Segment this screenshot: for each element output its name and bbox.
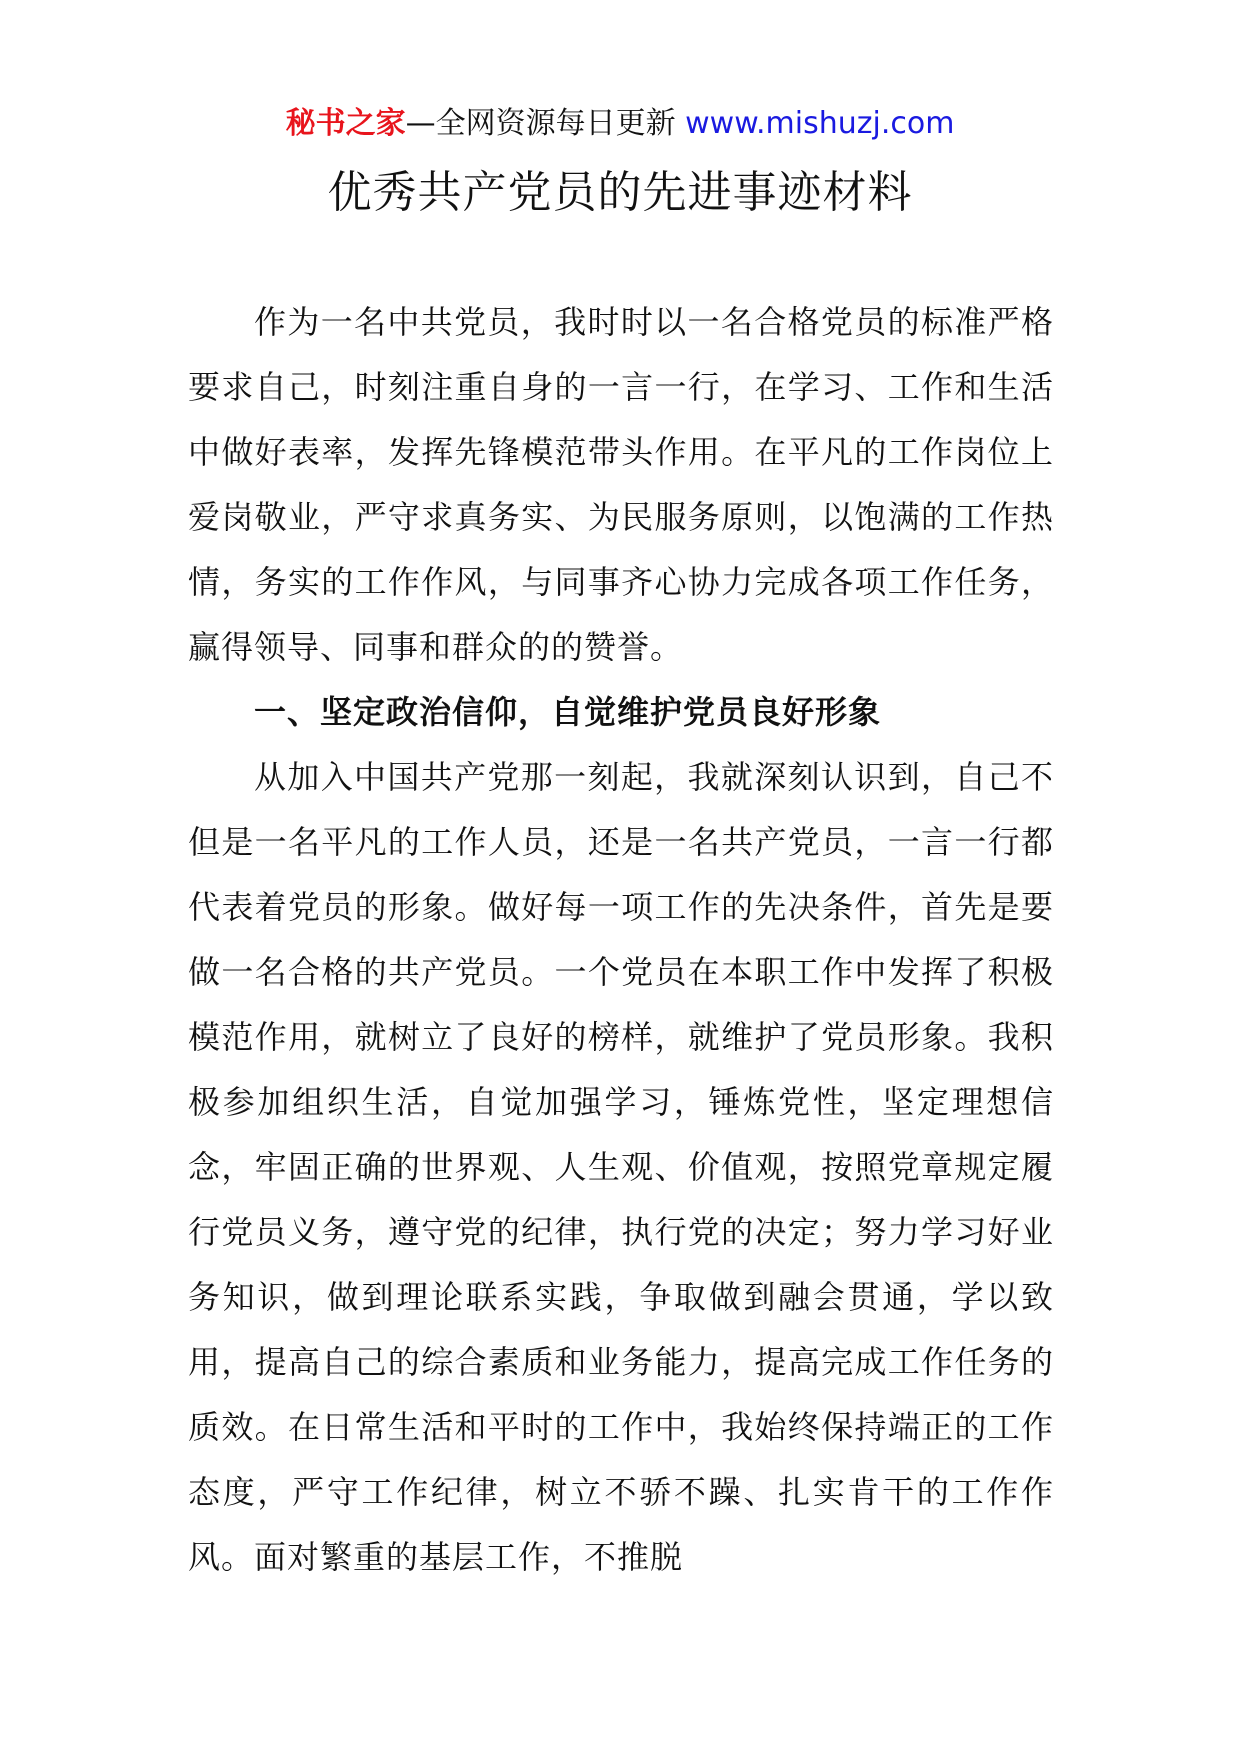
site-banner xyxy=(0,104,1240,144)
section-heading-1: 一、坚定政治信仰，自觉维护党员良好形象 xyxy=(254,693,882,731)
document-body xyxy=(188,290,1054,1590)
paragraph-section-1: 从加入中国共产党那一刻起，我就深刻认识到，自己不但是一名平凡的工作人员，还是一名共产党员，一言一行都代表着党员的形象。做好每一项工作的先决条件，首先是要做一名合格的共产党员。一个党员在本职工作中发挥了积极模范作用，就树立了良好的榜样，就维护了党员形象。我积极参加组织生活，自觉加强学习，锤炼党性，坚定理想信念，牢固正确的世界观、人生观、价值观，按照党章规定履行党员义务，遵守党的纪律，执行党的决定；努力学习好业务知识，做到理论联系实践，争取做到融会贯通，学以致用，提高自己的综合素质和业务能力，提高完成工作任务的质效。在日常生活和平时的工作中，我始终保持端正的工作态度，严守工作纪律，树立不骄不躁、扎实肯干的工作作风。面对繁重的基层工作，不推脱 xyxy=(188,758,1054,1576)
paragraph-intro: 作为一名中共党员，我时时以一名合格党员的标准严格要求自己，时刻注重自身的一言一行，在学习、工作和生活中做好表率，发挥先锋模范带头作用。在平凡的工作岗位上爱岗敬业，严守求真务实、为民服务原则，以饱满的工作热情，务实的工作作风，与同事齐心协力完成各项工作任务，赢得领导、同事和群众的的赞誉。 xyxy=(188,303,1054,666)
document-title: 优秀共产党员的先进事迹材料 xyxy=(327,167,913,218)
banner-tagline: —全网资源每日更新 xyxy=(405,106,676,141)
brand-name: 秘书之家 xyxy=(285,106,406,141)
site-url-link[interactable]: www.mishuzj.com xyxy=(685,106,955,141)
